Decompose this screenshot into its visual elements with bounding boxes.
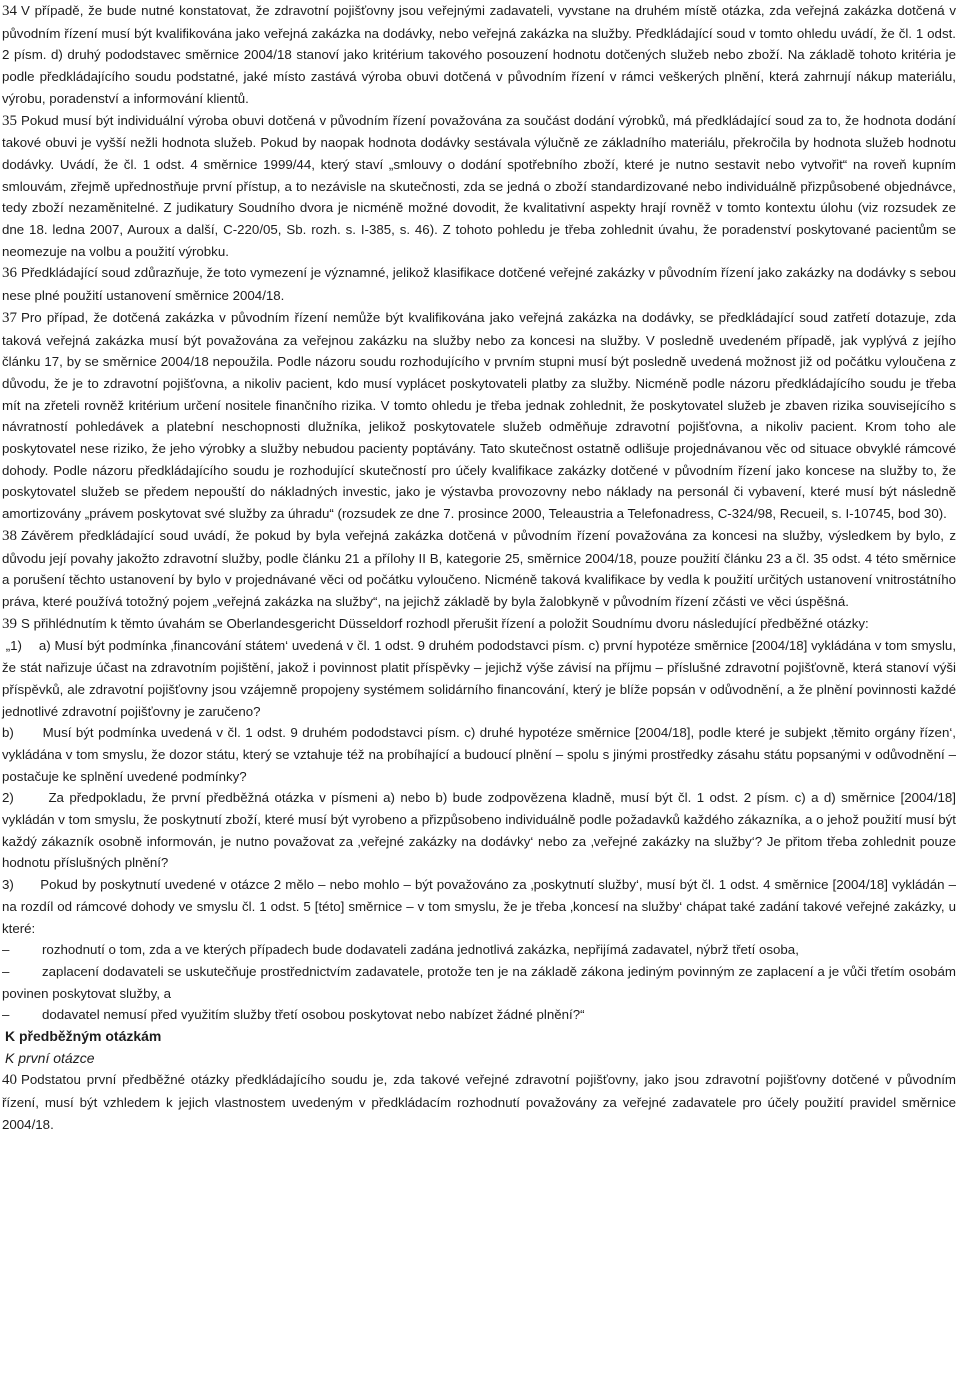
question-number: „1) (5, 638, 22, 654)
section-heading: K předběžným otázkám (5, 1028, 162, 1045)
paragraph-36 (2, 262, 956, 306)
dash-bullet: – (2, 963, 10, 979)
paragraph-34 (2, 0, 956, 110)
paragraph-text: S přihlédnutím k těmto úvahám se Oberlandesgericht Düsseldorf rozhodl přerušit řízení a položit Soudnímu dvoru následující předběžné otázky: (21, 615, 869, 631)
question-number: b) (2, 725, 14, 741)
dash-item (2, 961, 956, 1004)
question-1b (2, 722, 956, 787)
paragraph-39 (2, 613, 956, 636)
question-number: 3) (2, 877, 14, 893)
paragraph-37 (2, 307, 956, 525)
paragraph-38 (2, 525, 956, 613)
question-text: a) Musí být podmínka ‚financování státem‘ uvedená v čl. 1 odst. 9 druhém pododstavci písm. c) první hypotéze směrnice [2004/18] vykládána v tom smyslu, že stát nařizuje účast na zdravotním pojištění, jakož i povinnost platit příspěvky – jejichž výše závisí na příjmu – příslušné zdravotní pojišťovně, která stanoví výši příspěvků, ale zdravotní pojišťovny jsou vzájemně propojeny systémem solidárního financování, který je blíže popsán v odůvodnění, a že plnění povinnosti každé jednotlivé zdravotní pojišťovny je zaručeno? (2, 638, 957, 719)
question-number: 2) (2, 790, 14, 806)
paragraph-text: V případě, že bude nutné konstatovat, že zdravotní pojišťovny jsou veřejnými zadavateli, vyvstane na druhém místě otázka, zda veřejná zakázka dotčená v původním řízení musí být kvalifikována jako veřejná zakázka na dodávky, nebo veřejná zakázka na služby. Předkládající soud v tomto ohledu uvádí, že čl. 1 odst. 2 písm. d) druhý pododstavec směrnice 2004/18 stanoví jako kritérium takového posouzení hodnotu dotčených služeb nebo zboží. Na základě tohoto kritéria je podle předkládajícího soudu podstatné, jaké místo zastává výroba obuvi dotčená v původním řízení v rámci veškerých plnění, která zahrnují nákup materiálu, výrobu, poradenství a informování klientů. (2, 3, 956, 106)
section-subheading: K první otázce (5, 1049, 95, 1066)
question-text: Musí být podmínka uvedená v čl. 1 odst. 9 druhém pododstavci písm. c) druhé hypotéze směrnice [2004/18], podle které je subjekt ‚těmito orgány řízen‘, vykládána v tom smyslu, že dozor státu, který se vztahuje též na probíhající a budoucí plnění – spolu s jinými prostředky zásahu státu popsanými v odůvodnění – postačuje ke splnění uvedené podmínky? (2, 725, 956, 784)
question-text: Pokud by poskytnutí uvedené v otázce 2 mělo – nebo mohlo – být považováno za ‚poskytnutí služby‘, musí být čl. 1 odst. 4 směrnice [2004/18] vykládán – na rozdíl od rámcové dohody ve smyslu čl. 1 odst. 5 [této] směrnice – v tom smyslu, že je třeba ‚koncesí na služby‘ chápat také zadání takové veřejné zakázky, u které: (2, 877, 956, 936)
paragraph-text: Předkládající soud zdůrazňuje, že toto vymezení je významné, jelikož klasifikace dotčené veřejné zakázky v původním řízení jako zakázky na dodávky s sebou nese plné použití ustanovení směrnice 2004/18. (2, 265, 956, 304)
paragraph-text: Pro případ, že dotčená zakázka v původním řízení nemůže být kvalifikována jako veřejná zakázka na dodávky, se předkládající soud zatřetí dotazuje, zda taková veřejná zakázka musí být považována za veřejnou zakázku na služby nebo za koncesi na služby. V posledně uvedeném případě, jak vyplývá z jejího článku 17, by se směrnice 2004/18 nepoužila. Podle názoru soudu rozhodujícího v prvním stupni musí být posledně uvedená možnost již od počátku vyloučena z důvodu, že je to zdravotní pojišťovna, a nikoliv pacient, kdo musí vyplácet poskytovateli platby za služby. Nicméně podle názoru předkládajícího soudu je třeba mít na zřeteli rovněž kritérium určení nositele finančního rizika. V tomto ohledu je třeba jednak zohlednit, že poskytovatel služeb je zbaven rizika souvisejícího s návratností pohledávek a platební neschopnosti dlužníka, jelikož poskytovatele služeb odměňuje zdravotní pojišťovna, a nikoliv pacient. Krom toho ale poskytovatel nese riziko, že jeho výrobky a služby nebudou pacienty poptávány. Tato skutečnost ostatně odlišuje projednávanou věc od situace obvyklé rámcové dohody. Podle názoru předkládajícího soudu je rozhodující skutečností pro účely kvalifikace zakázky dotčené v původním řízení jako koncese na služby to, že poskytovatel služeb se předem nepouští do nákladných investic, jako je výstavba provozovny nebo náklady na personál či vybavení, které musí být následně amortizovány „právem poskytovat své služby za úhradu“ (rozsudek ze dne 7. prosince 2000, Teleaustria a Telefonadress, C‑324/98, Recueil, s. I‑10745, bod 30). (2, 309, 956, 522)
dash-item-text: rozhodnutí o tom, zda a ve kterých případech bude dodavateli zadána jednotlivá zakázka, nepřijímá zadavatel, nýbrž třetí osoba, (42, 942, 799, 958)
dash-item (2, 1004, 956, 1026)
question-3 (2, 874, 956, 939)
paragraph-number: 39 (2, 615, 17, 632)
paragraph-text: Pokud musí být individuální výroba obuvi dotčená v původním řízení považována za součást dodání výrobků, má předkládající soud za to, že hodnota dodání takové obuvi je vyšší nežli hodnota služeb. Pokud by naopak hodnota dodávky sestávala výlučně ze základního materiálu, překročila by hodnota služeb hodnotu dodávky. Uvádí, že čl. 1 odst. 4 směrnice 1999/44, který staví „smlouvy o dodání spotřebního zboží, které je nutno sestavit nebo vytvořit“ na roveň kupním smlouvám, zřejmě upřednostňuje první přístup, a to nezávisle na skutečnosti, zda se jedná o zboží standardizované nebo individuálně přizpůsobené objednávce, tedy zboží nezaměnitelné. Z judikatury Soudního dvora je nicméně možné dovodit, že kvalitativní aspekty hrají rovněž v tomto kontextu úlohu (viz rozsudek ze dne 18. ledna 2007, Auroux a další, C‑220/05, Sb. rozh. s. I‑385, s. 46). Z tohoto pohledu je třeba zohlednit úvahu, že poradenství poskytované pacientům se neomezuje na volbu a použití výrobku. (2, 112, 956, 259)
paragraph-text: Závěrem předkládající soud uvádí, že pokud by byla veřejná zakázka dotčená v původním řízení považována za koncesi na služby, výsledkem by bylo, z důvodu její povahy jakožto zdravotní služby, podle článku 21 a přílohy II B, kategorie 25, směrnice 2004/18, pouze použití článku 23 a čl. 35 odst. 4 této směrnice a porušení těchto ustanovení by bylo v projednávané věci od počátku vyloučeno. Nicméně taková kvalifikace by vedla k použití určitých ustanovení vnitrostátního práva, které používá totožný pojem „veřejná zakázka na služby“, na jejichž základě by byla žalobkyně v původním řízení zčásti ve věci úspěšná. (2, 527, 956, 609)
paragraph-number: 40 (2, 1072, 17, 1089)
question-2 (2, 787, 956, 874)
paragraph-35 (2, 110, 956, 263)
dash-item-text: dodavatel nemusí před využitím služby třetí osobou poskytovat nebo nabízet žádné plnění?“ (42, 1007, 585, 1023)
paragraph-number: 35 (2, 112, 17, 129)
dash-bullet: – (2, 1007, 10, 1023)
dash-bullet: – (2, 942, 10, 958)
paragraph-40 (2, 1069, 956, 1135)
question-1 (2, 635, 956, 722)
paragraph-text: Podstatou první předběžné otázky předkládajícího soudu je, zda takové veřejné zdravotní pojišťovny, jako jsou zdravotní pojišťovny dotčené v původním řízení, musí být vzhledem k jejich vlastnostem uvedeným v předkládacím rozhodnutí považovány za veřejné zadavatele pro účely použití pravidel směrnice 2004/18. (2, 1072, 956, 1132)
dash-item-text: zaplacení dodavateli se uskutečňuje prostřednictvím zadavatele, protože ten je na základě zákona jediným povinným ze zaplacení a je vůči třetím osobám povinen poskytovat služby, a (2, 963, 956, 1001)
paragraph-number: 36 (2, 265, 17, 282)
paragraph-number: 37 (2, 309, 17, 326)
question-text: Za předpokladu, že první předběžná otázka v písmeni a) nebo b) bude zodpovězena kladně, musí být čl. 1 odst. 2 písm. c) a d) směrnice [2004/18] vykládán v tom smyslu, že poskytnutí zboží, které musí být vyrobeno a přizpůsobeno individuálně podle požadavků každého zákazníka, a o jehož použití musí být každý zákazník osobně informován, je nutno považovat za ‚veřejné zakázky na dodávky‘ nebo za ‚veřejné zakázky na služby‘? Je přitom třeba zohlednit pouze hodnotu příslušných plnění? (2, 790, 956, 871)
paragraph-number: 38 (2, 527, 17, 544)
paragraph-number: 34 (2, 3, 17, 19)
dash-item (2, 939, 956, 961)
